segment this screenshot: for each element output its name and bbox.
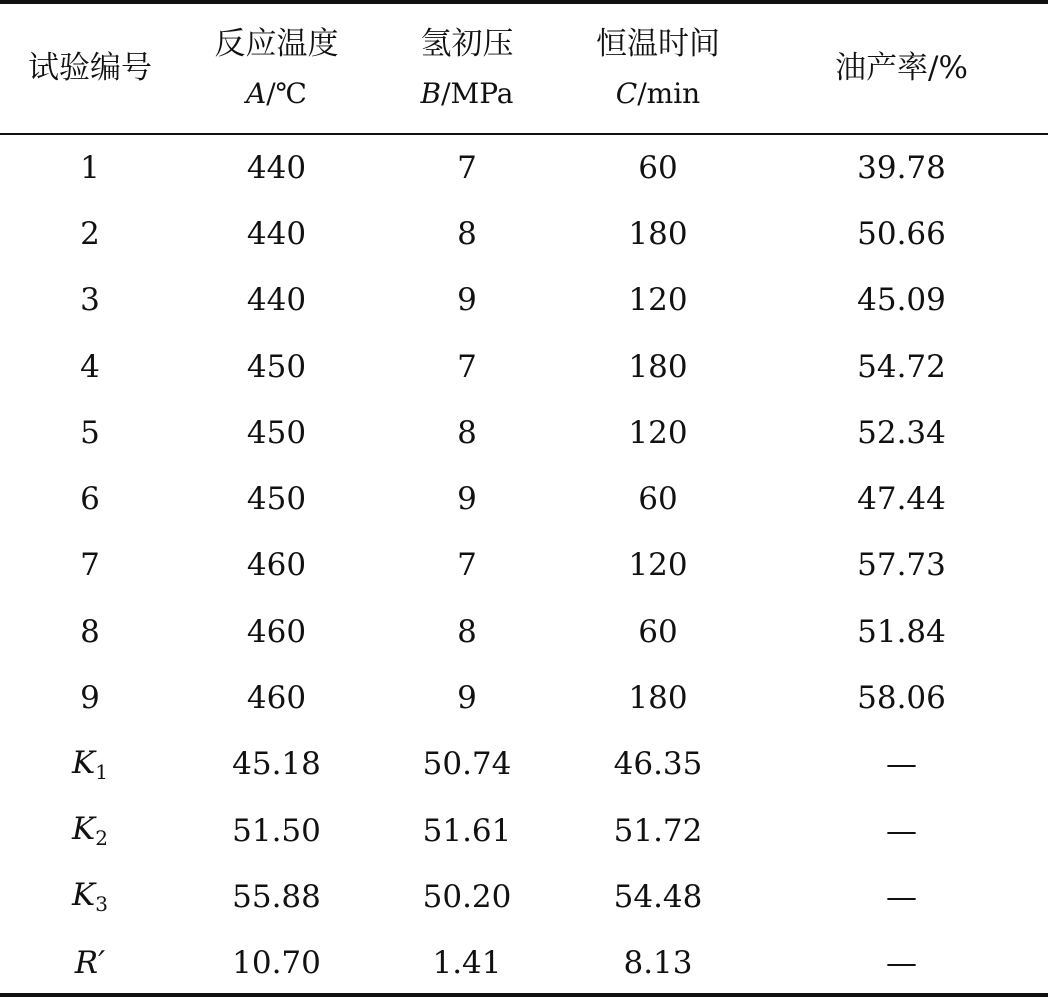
table-cell-c: 60 bbox=[638, 481, 678, 518]
table-cell-b: 9 bbox=[457, 680, 477, 717]
table-cell-b: 7 bbox=[457, 348, 477, 385]
stats-row bbox=[0, 864, 1048, 930]
table-cell-b: 9 bbox=[457, 282, 477, 319]
header-initial-hydrogen-pressure bbox=[373, 4, 561, 133]
stats-row bbox=[0, 931, 1048, 997]
table-row bbox=[0, 334, 1048, 400]
table-cell-a: 460 bbox=[246, 680, 307, 717]
stats-cell-c: 54.48 bbox=[613, 878, 703, 915]
table-row bbox=[0, 665, 1048, 731]
stats-cell-b: 50.74 bbox=[422, 746, 512, 783]
stats-cell-yield bbox=[755, 931, 1048, 997]
table-cell-yield: 50.66 bbox=[857, 215, 946, 252]
stats-cell-b: 50.20 bbox=[422, 878, 512, 915]
stats-cell-c: 51.72 bbox=[613, 812, 703, 849]
table-row bbox=[0, 400, 1048, 466]
table-cell-yield: 45.09 bbox=[857, 282, 946, 319]
table-cell-yield: 47.44 bbox=[857, 481, 946, 518]
table-cell-yield: 54.72 bbox=[857, 348, 946, 385]
stats-cell-yield bbox=[755, 864, 1048, 930]
table-cell-yield: 58.06 bbox=[857, 680, 946, 717]
table-row bbox=[0, 599, 1048, 665]
header-time-unit: C/min bbox=[615, 77, 701, 110]
header-test-number: 试验编号 bbox=[28, 50, 152, 86]
stats-symbol: $K_2$ bbox=[72, 811, 108, 851]
table-cell-a: 450 bbox=[246, 481, 307, 518]
stats-cell-a: 45.18 bbox=[232, 746, 321, 783]
table-cell-c: 60 bbox=[638, 149, 678, 186]
table-cell-a: 450 bbox=[246, 348, 307, 385]
table-cell-id: 8 bbox=[80, 613, 100, 650]
table-cell-c: 120 bbox=[628, 414, 688, 451]
data-table bbox=[0, 4, 1048, 997]
table-cell-yield: 57.73 bbox=[857, 547, 946, 584]
table-cell-id: 4 bbox=[80, 348, 100, 385]
table-cell-c: 180 bbox=[628, 215, 688, 252]
table-cell-c: 120 bbox=[628, 547, 688, 584]
table-cell-a: 440 bbox=[246, 215, 307, 252]
header-temperature-unit: A/℃ bbox=[246, 77, 307, 110]
table-cell-id: 6 bbox=[80, 481, 100, 518]
table-cell-a: 440 bbox=[246, 149, 307, 186]
stats-cell-b: 51.61 bbox=[422, 812, 512, 849]
table-cell-c: 180 bbox=[628, 348, 688, 385]
table-cell-b: 7 bbox=[457, 547, 477, 584]
table-cell-yield: 51.84 bbox=[857, 613, 946, 650]
stats-cell-yield bbox=[755, 798, 1048, 864]
table-cell-b: 8 bbox=[457, 414, 477, 451]
table-cell-b: 7 bbox=[457, 149, 477, 186]
header-reaction-temperature bbox=[180, 4, 373, 133]
header-time-label: 恒温时间 bbox=[596, 26, 720, 62]
table-cell-a: 450 bbox=[246, 414, 307, 451]
dash: — bbox=[886, 945, 917, 982]
stats-cell-a: 10.70 bbox=[232, 945, 321, 982]
stats-cell-c: 46.35 bbox=[613, 746, 703, 783]
table-cell-a: 440 bbox=[246, 282, 307, 319]
stats-cell-c: 8.13 bbox=[623, 945, 693, 982]
table-cell-b: 8 bbox=[457, 613, 477, 650]
table-cell-c: 180 bbox=[628, 680, 688, 717]
table-row bbox=[0, 201, 1048, 267]
header-pressure-unit: B/MPa bbox=[420, 77, 514, 110]
table-cell-id: 7 bbox=[80, 547, 100, 584]
table-row bbox=[0, 533, 1048, 599]
table-row bbox=[0, 268, 1048, 334]
stats-symbol: $K_1$ bbox=[72, 744, 108, 784]
table-cell-b: 9 bbox=[457, 481, 477, 518]
header-oil-yield: 油产率/% bbox=[835, 50, 968, 86]
table-cell-yield: 52.34 bbox=[857, 414, 946, 451]
stats-cell-a: 55.88 bbox=[232, 878, 321, 915]
stats-cell-yield bbox=[755, 732, 1048, 798]
table-cell-id: 3 bbox=[80, 282, 100, 319]
table-cell-a: 460 bbox=[246, 547, 307, 584]
table-cell-id: 5 bbox=[80, 414, 100, 451]
stats-cell-a: 51.50 bbox=[232, 812, 321, 849]
stats-cell-b: 1.41 bbox=[432, 945, 502, 982]
header-temperature-label: 反应温度 bbox=[214, 26, 339, 62]
dash: — bbox=[886, 812, 917, 849]
header-holding-time bbox=[561, 4, 755, 133]
table-cell-id: 2 bbox=[80, 215, 100, 252]
stats-symbol: R′ bbox=[74, 945, 106, 982]
table-cell-yield: 39.78 bbox=[857, 149, 946, 186]
stats-symbol: $K_3$ bbox=[72, 877, 108, 917]
header-row bbox=[0, 4, 1048, 133]
table-cell-c: 60 bbox=[638, 613, 678, 650]
dash: — bbox=[886, 746, 917, 783]
table-row bbox=[0, 133, 1048, 201]
stats-row bbox=[0, 732, 1048, 798]
table-cell-id: 9 bbox=[80, 680, 100, 717]
table-row bbox=[0, 466, 1048, 532]
stats-row bbox=[0, 798, 1048, 864]
table-cell-id: 1 bbox=[80, 149, 100, 186]
table-cell-c: 120 bbox=[628, 282, 688, 319]
header-pressure-label: 氢初压 bbox=[420, 26, 514, 62]
table-cell-b: 8 bbox=[457, 215, 477, 252]
dash: — bbox=[886, 878, 917, 915]
table-cell-a: 460 bbox=[246, 613, 307, 650]
